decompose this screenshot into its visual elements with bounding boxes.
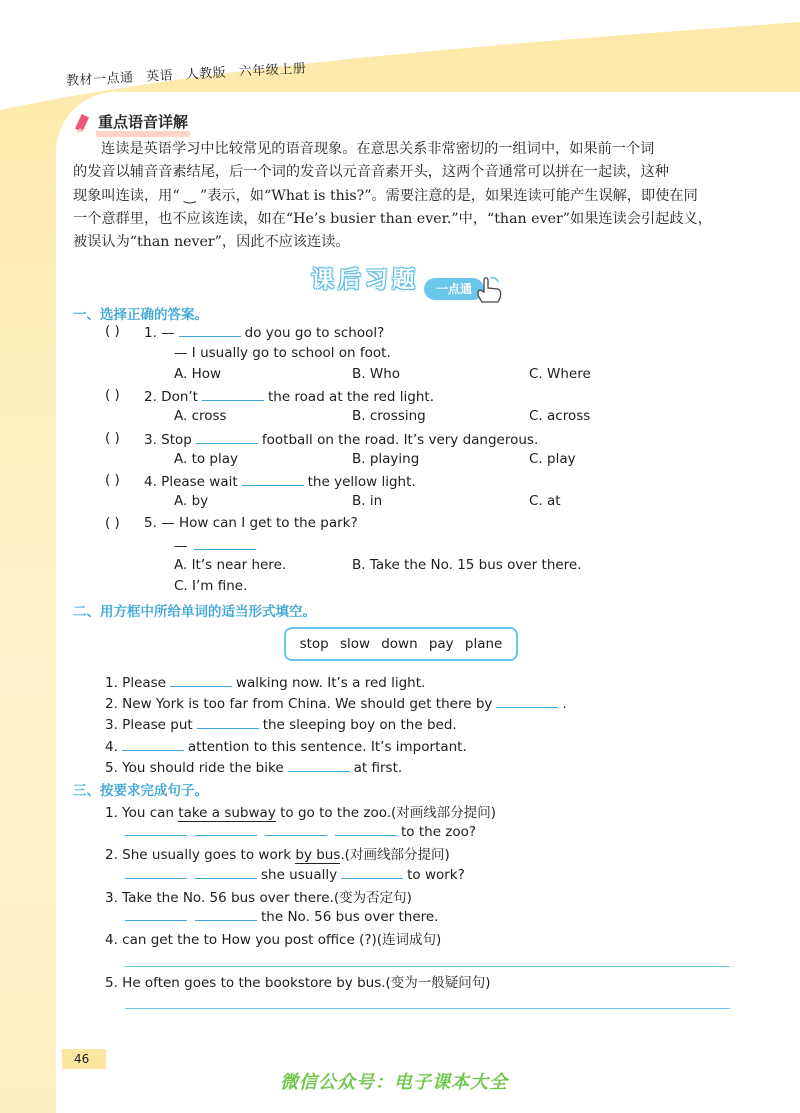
q1-blank[interactable] [179,323,241,337]
p3-a2-blank-2[interactable] [195,865,257,879]
q3-paren[interactable]: ( ) [105,430,120,446]
p3-sentence-2: 2. She usually goes to work by bus.(对画线部分提问) [105,847,450,863]
pencil-icon [72,113,92,137]
p2-blank-4[interactable] [122,737,184,751]
p3-underlined-2: by bus [295,847,341,863]
grade-name: 六年级上册 [238,61,307,80]
p2-blank-1[interactable] [170,673,232,687]
p3-answer-2: she usually to work? [125,865,465,883]
q5-paren[interactable]: ( ) [105,515,120,531]
q1-stem: 1. — do you go to school? [144,325,385,341]
p3-a1-blank-4[interactable] [335,822,397,836]
p2-sentence-1: 1. Please walking now. It’s a red light. [105,675,426,691]
q1-option-b[interactable]: B. Who [352,366,401,382]
p3-answer-line-5[interactable] [125,1008,730,1009]
word-pay: pay [428,636,454,652]
q2-stem: 2. Don’t the road at the red light. [144,389,434,405]
p2-sentence-4: 4. attention to this sentence. It’s important. [105,739,467,755]
q4-paren[interactable]: ( ) [105,472,120,488]
p3-sentence-4: 4. can get the to How you post office (?)(连词成句) [105,932,442,948]
p2-sentence-3: 3. Please put the sleeping boy on the bed. [105,717,457,733]
q2-blank[interactable] [202,387,264,401]
q1-reply: — I usually go to school on foot. [174,345,391,361]
pointing-hand-icon [472,274,504,304]
q3-blank[interactable] [196,430,258,444]
q5-stem: 5. — How can I get to the park? [144,515,358,531]
q3-option-a[interactable]: A. to play [174,451,239,467]
footer-watermark: 微信公众号：电子课本大全 [280,1072,508,1093]
q2-option-b[interactable]: B. crossing [352,408,426,424]
p3-sentence-3: 3. Take the No. 56 bus over there.(变为否定句) [105,890,412,906]
p3-sentence-1: 1. You can take a subway to go to the zoo.(对画线部分提问) [105,805,497,821]
book-name: 教材一点通 [65,70,134,89]
q5-option-b[interactable]: B. Take the No. 15 bus over there. [352,557,582,573]
q4-blank[interactable] [242,472,304,486]
p3-a1-blank-1[interactable] [125,822,187,836]
q1-paren[interactable]: ( ) [105,323,120,339]
subject-name: 英语 [145,68,174,85]
p2-blank-2[interactable] [496,694,558,708]
q5-blank[interactable] [194,536,256,550]
p2-blank-3[interactable] [197,715,259,729]
p3-answer-line-4[interactable] [125,966,730,967]
word-stop: stop [299,636,329,652]
q2-option-a[interactable]: A. cross [174,408,227,424]
q2-option-c[interactable]: C. across [529,408,591,424]
page-number: 46 [62,1049,106,1069]
q4-option-c[interactable]: C. at [529,493,561,509]
section-heading [72,112,190,138]
q1-option-a[interactable]: A. How [174,366,222,382]
q5-option-a[interactable]: A. It’s near here. [174,557,287,573]
p2-blank-5[interactable] [288,758,350,772]
q3-stem: 3. Stop football on the road. It’s very dangerous. [144,432,539,448]
p3-a1-blank-3[interactable] [265,822,327,836]
p2-sentence-2: 2. New York is too far from China. We should get there by . [105,696,567,712]
q2-paren[interactable]: ( ) [105,387,120,403]
section-title: 重点语音详解 [96,113,190,137]
p3-underlined-1: take a subway [178,805,276,821]
q4-option-a[interactable]: A. by [174,493,209,509]
part1-title: 一、选择正确的答案。 [73,307,208,323]
q4-option-b[interactable]: B. in [352,493,383,509]
p3-a3-blank-1[interactable] [125,907,187,921]
p3-answer-3: the No. 56 bus over there. [125,907,438,925]
p3-sentence-5: 5. He often goes to the bookstore by bus.(变为一般疑问句) [105,975,491,991]
p3-answer-1: to the zoo? [125,822,476,840]
q3-option-c[interactable]: C. play [529,451,576,467]
banner-tag: 一点通 [424,278,484,300]
word-box [284,627,518,661]
part2-title: 二、用方框中所给单词的适当形式填空。 [73,604,316,620]
word-down: down [381,636,418,652]
q4-stem: 4. Please wait the yellow light. [144,474,416,490]
part3-title: 三、按要求完成句子。 [73,783,208,799]
exercise-banner [300,262,510,308]
phonetics-paragraph: 连读是英语学习中比较常见的语音现象。在意思关系非常密切的一组词中，如果前一个词 的发音以辅音音素结尾，后一个词的发音以元音音素开头，这两个音通常可以拼在一起读，这种 现象叫连读，用“ ‿ ”表示，如“What is this?”。需要注意的是，如果连读可能产生误解，即使在同 一个意群里，也不应该连读，如在“He’s busier than ever.”中，“than ever”如果连读会引起歧义， 被误认为“than never”，因此不应该连读。 [73,141,712,251]
word-slow: slow [339,636,371,652]
q5-option-c[interactable]: C. I’m fine. [174,578,248,594]
p3-a1-blank-2[interactable] [195,822,257,836]
q5-reply: — [174,536,260,554]
word-plane: plane [464,636,503,652]
q3-option-b[interactable]: B. playing [352,451,420,467]
q1-option-c[interactable]: C. Where [529,366,591,382]
p3-a3-blank-2[interactable] [195,907,257,921]
p3-a2-blank-3[interactable] [341,865,403,879]
banner-title: 课后习题 [311,267,419,293]
p2-sentence-5: 5. You should ride the bike at first. [105,760,403,776]
edition-name: 人教版 [185,65,227,83]
p3-a2-blank-1[interactable] [125,865,187,879]
